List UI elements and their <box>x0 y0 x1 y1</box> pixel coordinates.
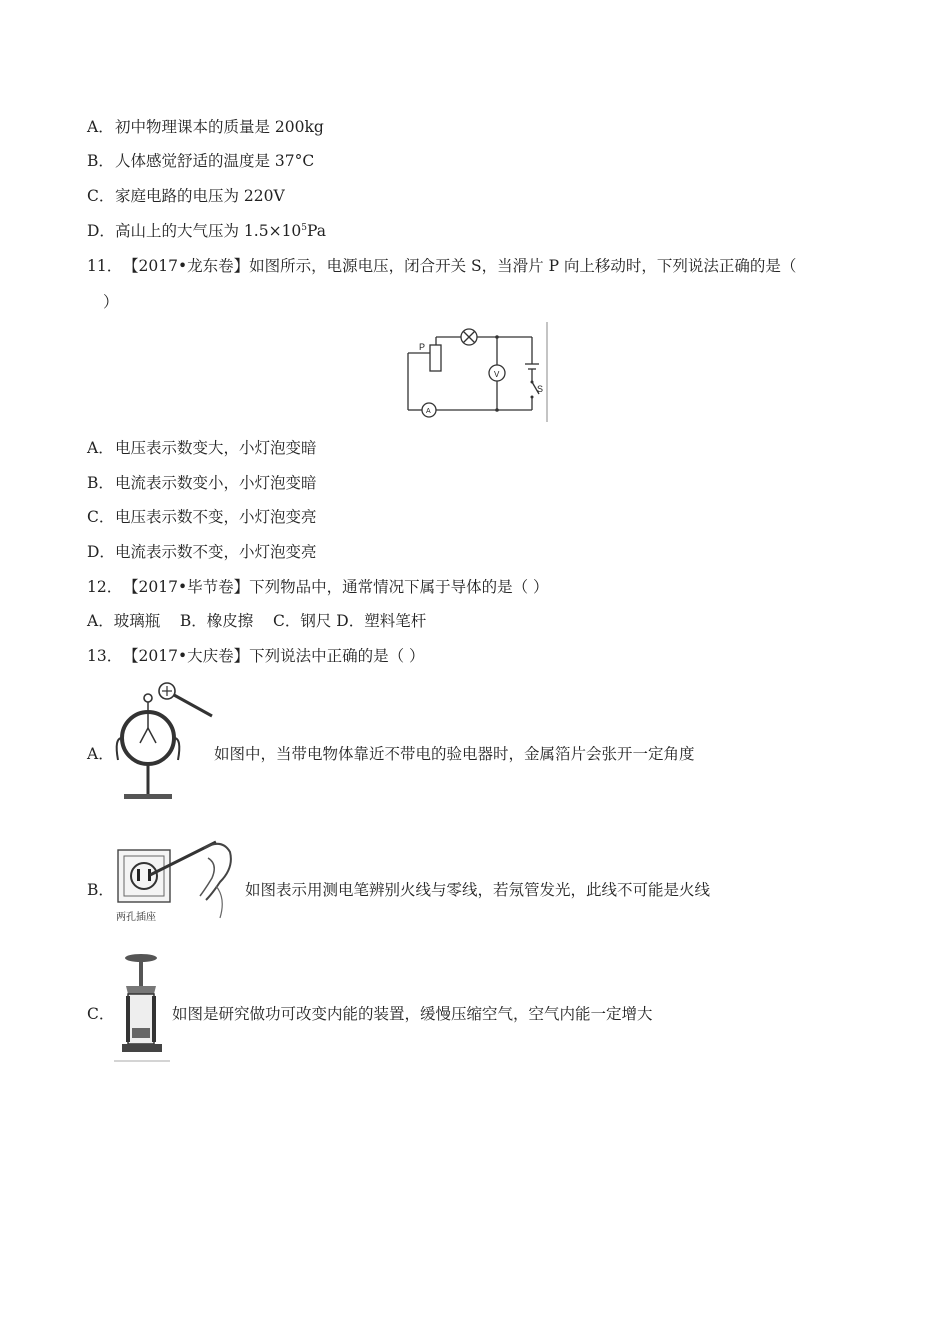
test-pen-image <box>112 838 242 928</box>
exponent: 5 <box>301 223 308 233</box>
socket-caption: 两孔插座 <box>116 912 156 923</box>
option-label: C． <box>87 508 115 526</box>
question-number: 12． <box>87 578 123 596</box>
option-unit: Pa <box>307 222 327 240</box>
option-text: 初中物理课本的质量是 200kg <box>115 118 324 136</box>
q11-option-d <box>87 541 317 563</box>
option-label: A． <box>87 118 114 136</box>
air-compression-apparatus-image <box>112 950 172 1064</box>
voltmeter-label: V <box>494 370 500 379</box>
q10-option-d <box>87 220 326 242</box>
option-label: B． <box>87 474 114 492</box>
option-label: D． <box>87 222 115 240</box>
q13-option-c-text: 如图是研究做功可改变内能的装置，缓慢压缩空气，空气内能一定增大 <box>172 1005 653 1023</box>
option-text: 家庭电路的电压为 220V <box>115 187 285 205</box>
option-text: 电流表示数不变，小灯泡变亮 <box>115 543 317 561</box>
option-text: 人体感觉舒适的温度是 37°C <box>115 152 315 170</box>
question-text: 【2017•龙东卷】如图所示，电源电压，闭合开关 S，当滑片 P 向上移动时，下列说法正确的是（ <box>123 257 797 275</box>
q10-option-b <box>87 150 314 172</box>
q11-option-b <box>87 472 317 494</box>
question-number: 13． <box>87 647 123 665</box>
q13-option-b-text: 如图表示用测电笔辨别火线与零线，若氖管发光，此线不可能是火线 <box>245 881 711 899</box>
q12-options: A．玻璃瓶 B．橡皮擦 C．钢尺 D．塑料笔杆 <box>87 612 427 630</box>
question-text: 【2017•大庆卷】下列说法中正确的是（ ） <box>123 647 425 665</box>
option-text: 电流表示数变小，小灯泡变暗 <box>115 474 317 492</box>
option-label: B． <box>87 152 114 170</box>
electroscope-image <box>112 678 218 806</box>
q10-option-a <box>87 116 324 138</box>
slider-label: P <box>419 342 426 352</box>
q11-stem-close: ） <box>103 293 119 311</box>
q12-stem <box>87 576 549 598</box>
q11-option-c <box>87 506 317 528</box>
option-label: D． <box>87 543 115 561</box>
question-text: 【2017•毕节卷】下列物品中，通常情况下属于导体的是（ ） <box>123 578 549 596</box>
q11-stem <box>87 255 796 277</box>
circuit-diagram <box>400 320 552 424</box>
option-label: A． <box>87 439 114 457</box>
q13-option-a-label: A． <box>87 745 114 763</box>
option-text: 电压表示数不变，小灯泡变亮 <box>115 508 317 526</box>
q13-option-a-text: 如图中，当带电物体靠近不带电的验电器时，金属箔片会张开一定角度 <box>214 745 695 763</box>
switch-label: S <box>537 384 544 394</box>
q11-option-a <box>87 437 317 459</box>
option-label: C． <box>87 187 115 205</box>
ammeter-label: A <box>426 408 431 415</box>
q13-option-b-label: B． <box>87 881 114 899</box>
q13-stem <box>87 645 425 667</box>
option-text: 电压表示数变大，小灯泡变暗 <box>115 439 317 457</box>
question-number: 11． <box>87 257 123 275</box>
q10-option-c <box>87 185 285 207</box>
q13-option-c-label: C． <box>87 1005 115 1023</box>
option-text: 高山上的大气压为 1.5×10 <box>115 222 302 240</box>
